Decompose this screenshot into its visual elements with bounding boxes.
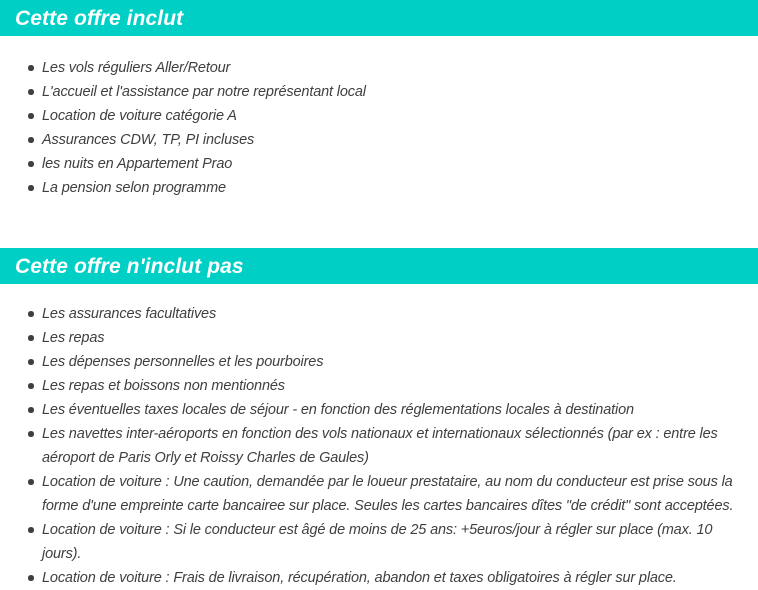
list-item: Les repas — [42, 326, 742, 350]
section-title-includes: Cette offre inclut — [15, 6, 184, 30]
section-title-excludes: Cette offre n'inclut pas — [15, 254, 244, 278]
list-item: Location de voiture : Si le conducteur est âgé de moins de 25 ans: +5euros/jour à régler sur place (max. 10 jours). — [42, 518, 742, 566]
list-item: La pension selon programme — [42, 176, 742, 200]
section-header-bar — [0, 0, 758, 36]
list-item: Location de voiture : Une caution, demandée par le loueur prestataire, au nom du conducteur est prise sous la forme d'une empreinte carte bancairee sur place. Seules les cartes bancaires dîtes "de crédit" sont acceptées. — [42, 470, 742, 518]
list-item: Location de voiture : Frais de livraison, récupération, abandon et taxes obligatoires à régler sur place. — [42, 566, 742, 590]
offer-includes-list — [0, 36, 752, 200]
list-item: Location de voiture catégorie A — [42, 104, 742, 128]
offer-excludes-list — [0, 284, 752, 590]
offer-excludes-section — [0, 248, 758, 590]
list-item: Les navettes inter-aéroports en fonction des vols nationaux et internationaux sélectionnés (par ex : entre les aéroport de Paris Orly et Roissy Charles de Gaules) — [42, 422, 742, 470]
list-item: Assurances CDW, TP, PI incluses — [42, 128, 742, 152]
list-item: Les repas et boissons non mentionnés — [42, 374, 742, 398]
list-item: Les éventuelles taxes locales de séjour - en fonction des réglementations locales à destination — [42, 398, 742, 422]
list-item: les nuits en Appartement Prao — [42, 152, 742, 176]
list-item: Les vols réguliers Aller/Retour — [42, 56, 742, 80]
list-item: L'accueil et l'assistance par notre représentant local — [42, 80, 742, 104]
list-item: Les assurances facultatives — [42, 302, 742, 326]
section-header-bar — [0, 248, 758, 284]
offer-includes-section — [0, 0, 758, 200]
list-item: Les dépenses personnelles et les pourboires — [42, 350, 742, 374]
